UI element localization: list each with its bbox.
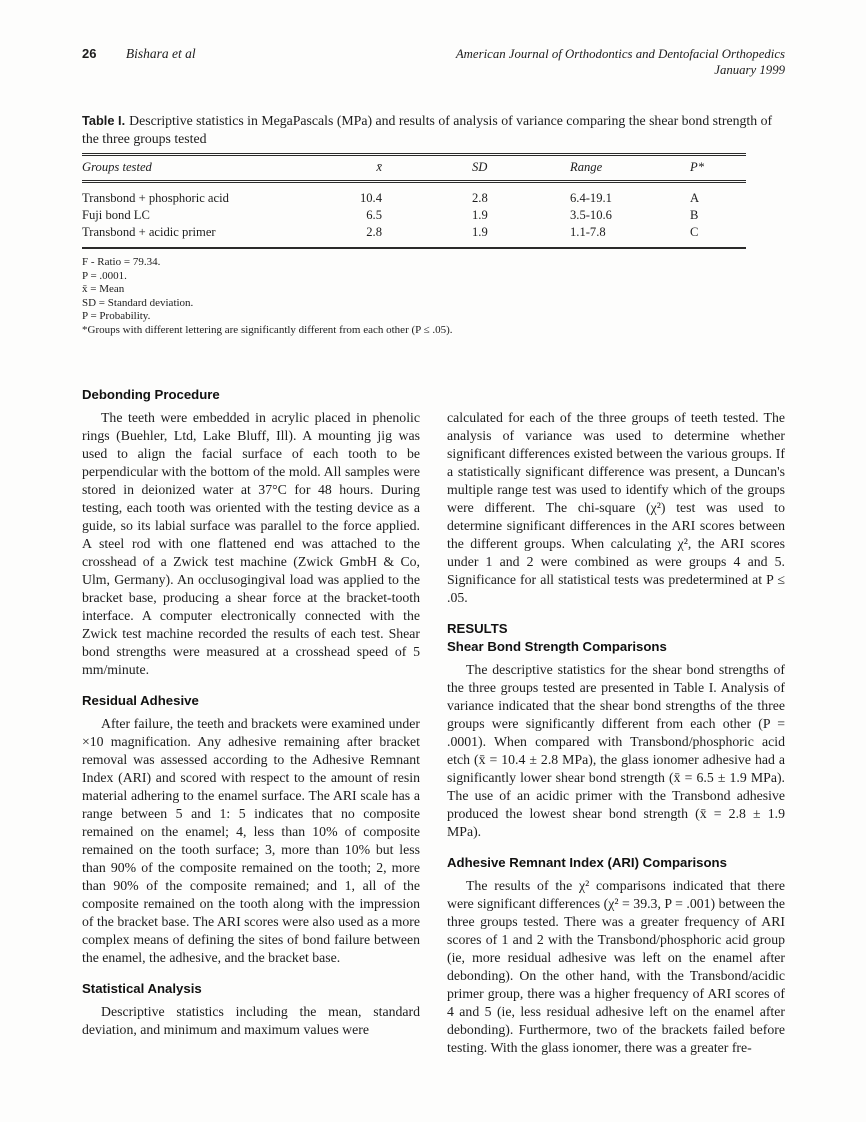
authors: Bishara et al [125, 46, 196, 61]
table-header-row [82, 155, 746, 182]
col-header-groups-tested: Groups tested [82, 155, 322, 182]
table-row [82, 182, 746, 208]
table-caption-text: Descriptive statistics in MegaPascals (MPa) and results of analysis of variance comparing the shear bond strength of the three groups tested [82, 113, 773, 146]
right-column [447, 387, 785, 1057]
heading-residual-adhesive: Residual Adhesive [82, 693, 199, 708]
table-row [82, 224, 746, 248]
table-caption-label: Table I. [82, 113, 126, 128]
cell-group: Transbond + phosphoric acid [82, 191, 229, 205]
page-number: 26 [82, 46, 97, 61]
cell-group: Transbond + acidic primer [82, 224, 322, 248]
heading-shear-bond-comparisons: Shear Bond Strength Comparisons [447, 639, 667, 654]
running-head-left [82, 46, 196, 62]
paragraph-statistical-analysis: Descriptive statistics including the mean, standard deviation, and minimum and maximum values were [82, 1004, 420, 1037]
cell-mean: 2.8 [322, 224, 382, 248]
cell-mean: 10.4 [359, 191, 382, 205]
footnote-f-ratio: F - Ratio = 79.34. [82, 256, 161, 268]
cell-range: 3.5-10.6 [570, 208, 612, 222]
cell-p: A [690, 191, 700, 205]
cell-sd: 1.9 [472, 208, 488, 222]
cell-group: Fuji bond LC [82, 208, 150, 222]
running-head [82, 46, 785, 78]
col-header-mean: x̄ [322, 155, 382, 182]
heading-ari-comparisons: Adhesive Remnant Index (ARI) Comparisons [447, 855, 727, 870]
cell-range: 1.1-7.8 [552, 224, 672, 248]
statistics-table [82, 153, 746, 249]
heading-debonding-procedure: Debonding Procedure [82, 387, 220, 402]
footnote-probability: P = Probability. [82, 310, 151, 322]
col-header-p: P* [672, 155, 746, 182]
cell-range: 6.4-19.1 [570, 191, 612, 205]
cell-mean: 6.5 [366, 208, 382, 222]
col-header-sd: SD [382, 155, 552, 182]
journal-title: American Journal of Orthodontics and Dentofacial Orthopedics [455, 47, 785, 61]
cell-p: C [672, 224, 746, 248]
paragraph-ari-comparisons: The results of the χ² comparisons indicated that there were significant differences (χ² = 39.3, P = .001) between the three groups tested. There was a greater frequency of ARI scores of 1 and 2 with the Transbond/phosphoric acid group (ie, more residual adhesive was left on the enamel after debonding). On the other hand, with the Transbond/acidic primer group, there was a higher frequency of ARI scores of 4 and 5 (ie, less residual adhesive left on the enamel after debonding). Furthermore, two of the brackets failed before testing. With the glass ionomer, there was a greater fre- [447, 878, 785, 1055]
heading-statistical-analysis: Statistical Analysis [82, 981, 202, 996]
article-body [82, 387, 785, 1057]
left-column [82, 387, 420, 1057]
footnote-mean: x̄ = Mean [82, 283, 125, 295]
cell-p: B [690, 208, 699, 222]
heading-results: RESULTS [447, 621, 508, 636]
table-footnotes [82, 256, 785, 337]
paragraph-statistical-analysis-continued: calculated for each of the three groups of teeth tested. The analysis of variance was used to determine whether significant differences existed between the various groups. If a statistically significant difference was present, a Duncan's multiple range test was used to identify which of the groups were different. The chi-square (χ²) test was used to determine significant differences in the ARI scores between the different groups. When calculating χ², the ARI scores under 1 and 2 were combined as were groups 4 and 5. Significance for all statistical tests was predetermined at P ≤ .05. [447, 410, 785, 605]
table-caption [82, 112, 785, 148]
paragraph-debonding: The teeth were embedded in acrylic placed in phenolic rings (Buehler, Ltd, Lake Bluff, Ill). A mounting jig was used to align the facial surface of each tooth to be perpendicular with the bottom of the mold. All samples were stored in deionized water at 37°C for 48 hours. During testing, each tooth was oriented with the testing device as a guide, so its labial surface was parallel to the force applied. A steel rod with one flattened end was attached to the crosshead of a Zwick test machine (Zwick GmbH & Co, Ulm, Germany). An occlusogingival load was applied to the bracket base, producing a shear force at the bracket-tooth interface. A computer electronically connected with the Zwick test machine recorded the results of each test. Shear bond strengths were measured at a crosshead speed of 5 mm/minute. [82, 410, 420, 677]
paragraph-residual-adhesive: After failure, the teeth and brackets were examined under ×10 magnification. Any adhesive remaining after bracket removal was assessed according to the Adhesive Remnant Index (ARI) and scored with respect to the amount of resin material adhering to the enamel surface. The ARI scale has a range between 5 and 1: 5 indicates that no composite remained on the enamel; 4, less than 10% of composite remained on the tooth surface; 3, more than 10% but less than 90% of the composite remained on the tooth; 2, more than 90% of the composite remained; and 1, all of the composite remained on the tooth along with the impression of the bracket base. The ARI scores were also used as a more complex means of defining the sites of bond failure between the enamel, the adhesive, and the bracket base. [82, 716, 420, 965]
issue-date: January 1999 [714, 63, 785, 77]
table-row [82, 207, 746, 224]
running-head-right [456, 46, 785, 78]
cell-sd: 2.8 [472, 191, 488, 205]
footnote-lettering: *Groups with different lettering are significantly different from each other (P ≤ .05). [82, 323, 453, 336]
footnote-p-value: P = .0001. [82, 269, 127, 282]
cell-sd: 1.9 [382, 224, 552, 248]
paragraph-shear-bond-comparisons: The descriptive statistics for the shear bond strengths of the three groups tested are presented in Table I. Analysis of variance indicated that the shear bond strengths of the three groups were significantly different from each other (P = .0001). When compared with Transbond/phosphoric acid etch (x̄ = 10.4 ± 2.8 MPa), the glass ionomer adhesive had a significantly lower shear bond strength (x̄ = 6.5 ± 1.9 MPa). The use of an acidic primer with the Transbond adhesive produced the lowest shear bond strength (x̄ = 2.8 ± 1.9 MPa). [447, 662, 785, 839]
footnote-sd: SD = Standard deviation. [82, 296, 194, 309]
col-header-range: Range [552, 155, 672, 182]
